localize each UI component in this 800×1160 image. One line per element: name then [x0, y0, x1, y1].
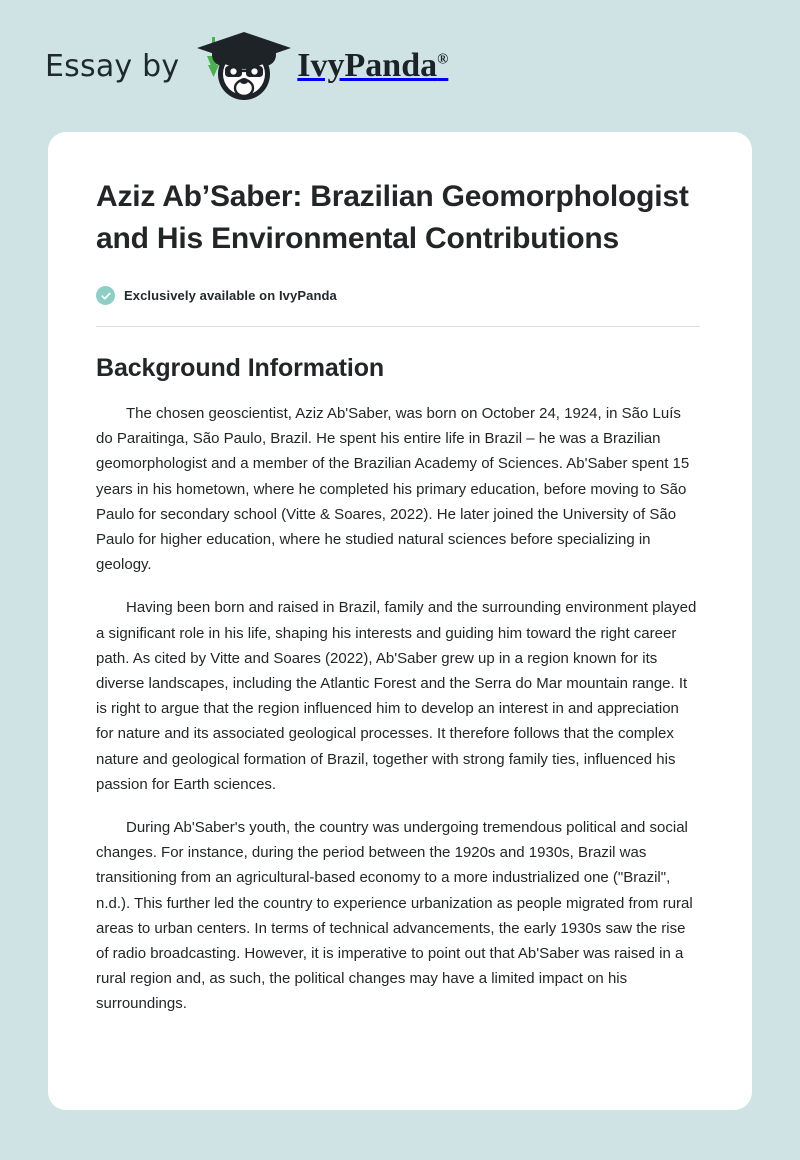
- page-title: Aziz Ab’Saber: Brazilian Geomorphologist and His Environmental Contributions: [96, 180, 689, 255]
- registered-trademark-icon: ®: [437, 51, 449, 68]
- ivypanda-wordmark: [297, 49, 448, 83]
- essay-card-content: [74, 176, 722, 1017]
- body-paragraph: The chosen geoscientist, Aziz Ab'Saber, was born on October 24, 1924, in São Luís do Paraitinga, São Paulo, Brazil. He spent his entire life in Brazil – he was a Brazilian geomorphologist and a member of the Brazilian Academy of Sciences. Ab'Saber spent 15 years in his hometown, where he completed his primary education, before moving to São Paulo for secondary school (Vitte & Soares, 2022). He later joined the University of São Paulo for higher education, where he studied natural sciences before specializing in geology.: [96, 405, 690, 574]
- body-paragraph: During Ab'Saber's youth, the country was undergoing tremendous political and social changes. For instance, during the period between the 1920s and 1930s, Brazil was transitioning from an agricultural-based economy to a more industrialized one ("Brazil", n.d.). This further led the country to experience urbanization as people migrated from rural areas to urban centers. In terms of technical advancements, the early 1930s saw the rise of radio broadcasting. However, it is imperative to point out that Ab'Saber was raised in a rural region and, as such, the political changes may have a limited impact on his surroundings.: [96, 819, 693, 1013]
- wordmark-text: IvyPanda: [297, 47, 438, 84]
- exclusivity-badge: [96, 286, 700, 305]
- essay-by-label: Essay by: [45, 48, 180, 84]
- ivypanda-logo-link[interactable]: [195, 30, 448, 102]
- body-paragraph: Having been born and raised in Brazil, family and the surrounding environment played a significant role in his life, shaping his interests and guiding him toward the right career path. As cited by Vitte and Soares (2022), Ab'Saber grew up in a region known for its diverse landscapes, including the Atlantic Forest and the Serra do Mar mountain range. It is right to argue that the region influenced him to develop an interest in and appreciation for nature and its associated geological processes. It therefore follows that the complex nature and geological formation of Brazil, together with strong family ties, influenced his passion for Earth sciences.: [96, 599, 697, 793]
- exclusivity-badge-label: Exclusively available on IvyPanda: [124, 288, 337, 303]
- panda-graduate-logo-icon: [195, 30, 293, 102]
- header-divider: [96, 326, 700, 327]
- essay-card: [48, 132, 752, 1110]
- check-circle-icon: [96, 286, 115, 305]
- section-heading: Background Information: [96, 354, 385, 382]
- brand-header: [0, 0, 800, 132]
